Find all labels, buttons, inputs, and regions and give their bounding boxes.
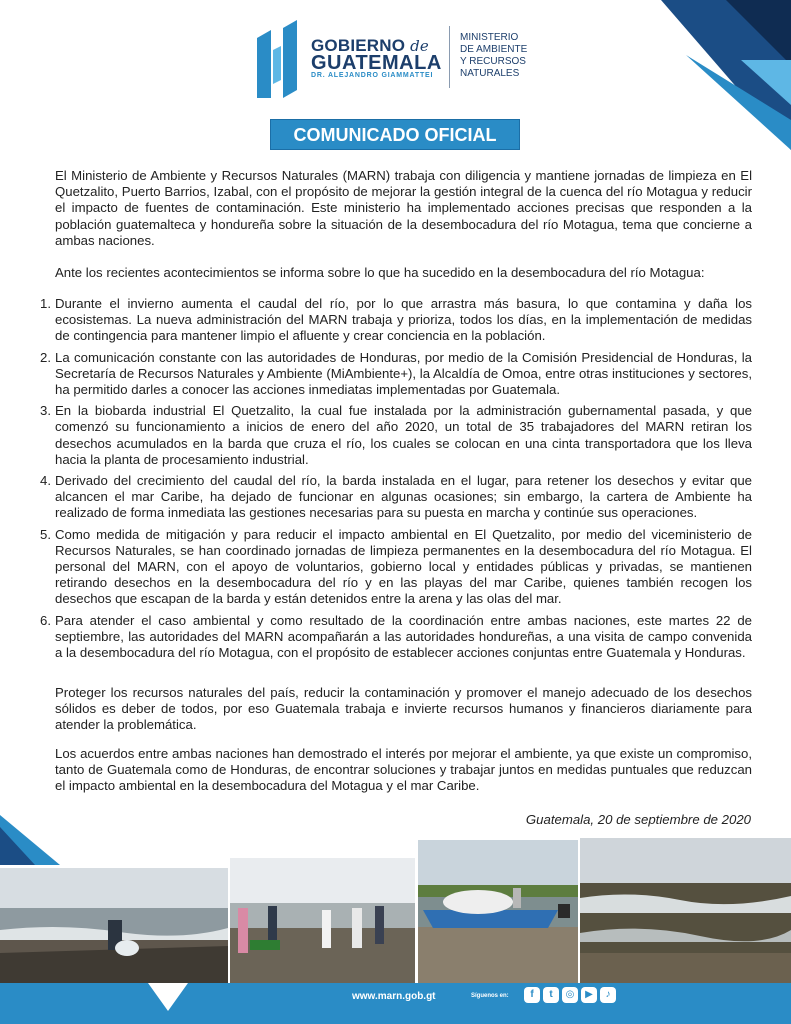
list-item-number: 6.: [40, 612, 51, 628]
list-item: [40, 296, 752, 345]
president-name: DR. ALEJANDRO GIAMMATTEI: [311, 72, 434, 79]
photo-strip: [0, 838, 791, 983]
closing-paragraph-1: Proteger los recursos naturales del país, reducir la contaminación y promover el manejo adecuado de los desechos sólidos es deber de todos, por eso Guatemala trabaja e invierte recursos humanos y financieros diariamente para atender la problemática.: [55, 685, 752, 733]
list-item-number: 5.: [40, 526, 51, 542]
list-item-number: 1.: [40, 296, 51, 311]
list-item-number: 2.: [40, 349, 51, 365]
footer-bar: [0, 983, 791, 1024]
twitter-icon[interactable]: t: [543, 987, 559, 1003]
closing-paragraph-2: Los acuerdos entre ambas naciones han demostrado el interés por mejorar el ambiente, ya que existe un compromiso, tanto de Guatemala como de Honduras, de encontrar soluciones y trabajar juntos en medidas puntuales que reduzcan el impacto ambiental en la desembocadura del Motagua y el mar Caribe.: [55, 746, 752, 794]
list-item-text: Para atender el caso ambiental y como resultado de la coordinación entre ambas naciones, este martes 22 de septiembre, las autoridades del MARN acompañarán a las autoridades hondureñas, a una visita de campo convenida a la desembocadura del río Motagua, con el propósito de establecer acciones conjuntas entre Guatemala y Honduras.: [55, 612, 752, 661]
list-item: [40, 527, 752, 608]
tiktok-icon[interactable]: ♪: [600, 987, 616, 1003]
list-item-number: 3.: [40, 403, 51, 419]
lead-paragraph: Ante los recientes acontecimientos se informa sobre lo que ha sucedido en la desembocadura del río Motagua:: [55, 265, 705, 280]
beach-cleanup-photo-2: [230, 858, 415, 983]
government-de: de: [410, 37, 429, 55]
follow-us-label: Síguenos en:: [471, 993, 509, 999]
government-name-line2: GUATEMALA: [311, 52, 442, 74]
list-item-text: En la biobarda industrial El Quetzalito, la cual fue instalada por la administración gubernamental pasada, y que comenzó su funcionamiento a inicios de enero del año 2020, un total de 35 trabajadores del MARN retiran los desechos acumulados en la barda que cruza el río, los cuales se colocan en una cinta transportadora que los lleva hacia la planta de procesamiento industrial.: [55, 403, 752, 467]
ministry-line: Y RECURSOS: [460, 56, 526, 67]
social-icons: [524, 987, 616, 1003]
ministry-line: NATURALES: [460, 68, 520, 79]
ministry-line: DE AMBIENTE: [460, 44, 528, 55]
list-item-text: Como medida de mitigación y para reducir el impacto ambiental en El Quetzalito, por medio del viceministerio de Recursos Naturales, se han coordinado jornadas de limpieza permanentes en la desembocadura del río Motagua. El personal del MARN, con el apoyo de voluntarios, gobierno local y entidades públicas y privadas, se mantienen retirando desechos en la desembocadura del río y en las playas del mar Caribe, quienes también recogen los desechos que escapan de la barda y están detenidos entre la arena y las olas del mar.: [55, 526, 752, 607]
ministry-line: MINISTERIO: [460, 32, 519, 43]
header-divider: [449, 26, 450, 88]
list-item: [40, 350, 752, 399]
youtube-icon[interactable]: ▶: [581, 987, 597, 1003]
list-item-text: La comunicación constante con las autoridades de Honduras, por medio de la Comisión Presidencial de Honduras, la Secretaría de Recursos Naturales y Ambiente (MiAmbiente+), la Alcaldía de Omoa, entre otras instituciones y sectores, ha permitido darles a conocer las acciones inmediatas implementadas por Guatemala.: [55, 349, 752, 398]
list-item-text: Derivado del crecimiento del caudal del río, la barda instalada en el lugar, para retener los desechos y evitar que alcancen el mar Caribe, ha dejado de funcionar en algunas ocasiones; sin embargo, la cartera de Ambiente ha realizado de forma inmediata las gestiones necesarias para su puesta en marcha y continúe sus operaciones.: [55, 473, 752, 521]
facebook-icon[interactable]: f: [524, 987, 540, 1003]
list-item: [40, 613, 752, 662]
place-date-signature: Guatemala, 20 de septiembre de 2020: [525, 812, 751, 827]
footer-notch: [148, 983, 188, 1011]
government-logo-icon: [257, 20, 303, 98]
government-word: GOBIERNO: [311, 36, 406, 55]
website-link[interactable]: www.marn.gob.gt: [352, 991, 436, 1002]
list-item-text: Durante el invierno aumenta el caudal del río, por lo que arrastra más basura, lo que contamina y daña los ecosistemas. La nueva administración del MARN trabaja y prioriza, todos los días, en la implementación de medidas de contingencia para mantener limpio el afluente y crear conciencia en la población.: [55, 296, 752, 344]
corner-decoration-top-right: [591, 0, 791, 150]
list-item: [40, 473, 752, 522]
instagram-icon[interactable]: ◎: [562, 987, 578, 1003]
boat-photo: [418, 840, 578, 983]
ministry-name: [460, 32, 527, 80]
beach-cleanup-photo-1: [0, 868, 228, 983]
list-item-number: 4.: [40, 473, 51, 489]
list-item: [40, 403, 752, 468]
intro-paragraph: El Ministerio de Ambiente y Recursos Naturales (MARN) trabaja con diligencia y mantiene jornadas de limpieza en El Quetzalito, Puerto Barrios, Izabal, con el propósito de mejorar la gestión integral de la cuenca del río Motagua y reducir el impacto de fuentes de contaminación. Este ministerio ha implementado acciones precisas que responden a la población guatemalteca y hondureña sobre la situación de la desembocadura del río Motagua, tema que concierne a ambas naciones.: [55, 168, 752, 248]
sea-photo: [580, 838, 791, 983]
numbered-list: [40, 296, 752, 667]
official-statement-banner: COMUNICADO OFICIAL: [270, 119, 520, 150]
